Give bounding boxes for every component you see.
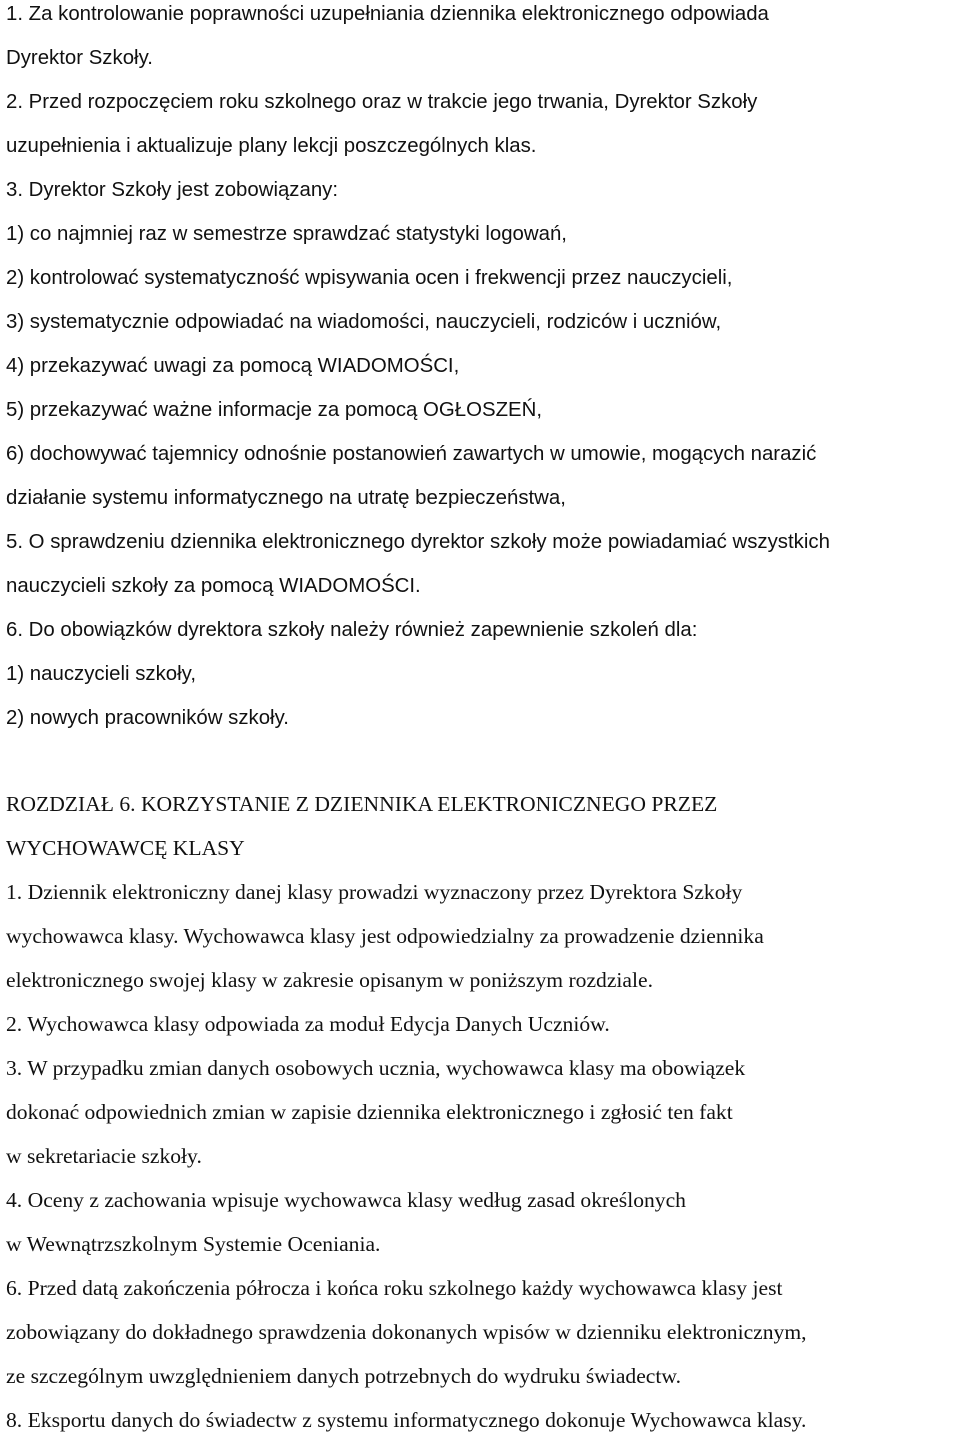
chapter-para-6-line-2: zobowiązany do dokładnego sprawdzenia dokonanych wpisów w dzienniku elektronicznym,	[6, 1320, 807, 1344]
chapter-para-4-line-2: w Wewnątrzszkolnym Systemie Oceniania.	[6, 1232, 381, 1256]
list-item-4: 4) przekazywać uwagi za pomocą WIADOMOŚCI,	[6, 355, 460, 377]
chapter-para-1-line-2: wychowawca klasy. Wychowawca klasy jest odpowiedzialny za prowadzenie dziennika	[6, 924, 764, 948]
paragraph-6-line-1: 6. Do obowiązków dyrektora szkoły należy również zapewnienie szkoleń dla:	[6, 619, 698, 641]
list-item-5: 5) przekazywać ważne informacje za pomocą OGŁOSZEŃ,	[6, 399, 543, 421]
chapter-heading-line-1: ROZDZIAŁ 6. KORZYSTANIE Z DZIENNIKA ELEKTRONICZNEGO PRZEZ	[6, 792, 718, 816]
paragraph-2-line-2: uzupełnienia i aktualizuje plany lekcji poszczególnych klas.	[6, 135, 537, 157]
training-item-1: 1) nauczycieli szkoły,	[6, 663, 196, 685]
chapter-para-6-line-3: ze szczególnym uwzględnieniem danych potrzebnych do wydruku świadectw.	[6, 1364, 681, 1388]
paragraph-5-line-2: nauczycieli szkoły za pomocą WIADOMOŚCI.	[6, 575, 421, 597]
chapter-para-1-line-3: elektronicznego swojej klasy w zakresie opisanym w poniższym rozdziale.	[6, 968, 654, 992]
chapter-heading-line-2: WYCHOWAWCĘ KLASY	[6, 836, 245, 860]
list-item-6-line-2: działanie systemu informatycznego na utratę bezpieczeństwa,	[6, 487, 566, 509]
chapter-para-1-line-1: 1. Dziennik elektroniczny danej klasy prowadzi wyznaczony przez Dyrektora Szkoły	[6, 880, 743, 904]
chapter-para-2-line-1: 2. Wychowawca klasy odpowiada za moduł Edycja Danych Uczniów.	[6, 1012, 610, 1036]
paragraph-5-line-1: 5. O sprawdzeniu dziennika elektronicznego dyrektor szkoły może powiadamiać wszystkich	[6, 531, 830, 553]
list-item-2: 2) kontrolować systematyczność wpisywania ocen i frekwencji przez nauczycieli,	[6, 267, 733, 289]
chapter-para-3-line-1: 3. W przypadku zmian danych osobowych ucznia, wychowawca klasy ma obowiązek	[6, 1056, 746, 1080]
list-item-1: 1) co najmniej raz w semestrze sprawdzać statystyki logowań,	[6, 223, 567, 245]
chapter-para-3-line-2: dokonać odpowiednich zmian w zapisie dziennika elektronicznego i zgłosić ten fakt	[6, 1100, 733, 1124]
list-item-3: 3) systematycznie odpowiadać na wiadomości, nauczycieli, rodziców i uczniów,	[6, 311, 722, 333]
chapter-para-6-line-1: 6. Przed datą zakończenia półrocza i końca roku szkolnego każdy wychowawca klasy jest	[6, 1276, 783, 1300]
chapter-para-4-line-1: 4. Oceny z zachowania wpisuje wychowawca klasy według zasad określonych	[6, 1188, 686, 1212]
paragraph-2-line-1: 2. Przed rozpoczęciem roku szkolnego oraz w trakcie jego trwania, Dyrektor Szkoły	[6, 91, 758, 113]
paragraph-1-line-2: Dyrektor Szkoły.	[6, 47, 153, 69]
chapter-para-8-line-1: 8. Eksportu danych do świadectw z systemu informatycznego dokonuje Wychowawca klasy.	[6, 1408, 807, 1432]
paragraph-1-line-1: 1. Za kontrolowanie poprawności uzupełniania dziennika elektronicznego odpowiada	[6, 3, 769, 25]
paragraph-3-line-1: 3. Dyrektor Szkoły jest zobowiązany:	[6, 179, 339, 201]
list-item-6-line-1: 6) dochowywać tajemnicy odnośnie postanowień zawartych w umowie, mogących narazić	[6, 443, 817, 465]
chapter-para-3-line-3: w sekretariacie szkoły.	[6, 1144, 202, 1168]
training-item-2: 2) nowych pracowników szkoły.	[6, 707, 289, 729]
